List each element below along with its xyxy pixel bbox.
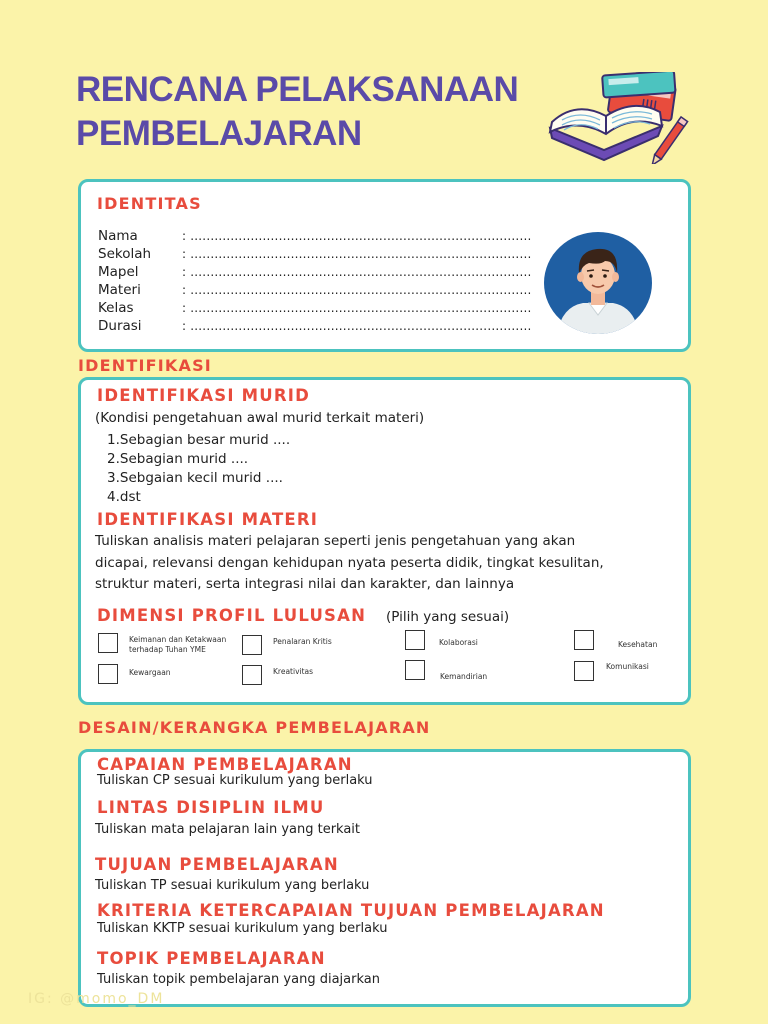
identitas-value-field[interactable]: : .....................................................................................: [182, 229, 532, 243]
lintas-disiplin-text: Tuliskan mata pelajaran lain yang terkait: [95, 822, 361, 837]
identitas-row-mapel: [98, 264, 532, 280]
list-item-text: dst: [119, 489, 141, 505]
identitas-row-durasi: [98, 318, 532, 334]
identifikasi-section-label: IDENTIFIKASI: [78, 356, 212, 375]
list-item: 1.Sebagian besar murid ....: [107, 432, 291, 448]
identitas-row-nama: [98, 228, 532, 244]
topik-heading: TOPIK PEMBELAJARAN: [97, 949, 326, 968]
checkbox-kreativitas[interactable]: [242, 665, 262, 685]
checkbox-kolaborasi[interactable]: [405, 630, 425, 650]
checkbox-label: Kreativitas: [273, 667, 314, 676]
identitas-label: Kelas: [98, 300, 134, 316]
tujuan-heading: TUJUAN PEMBELAJARAN: [95, 855, 339, 874]
list-item-text: Sebagian besar murid ....: [119, 432, 291, 448]
list-item: 4.dst: [107, 489, 141, 505]
identitas-value-field[interactable]: : .....................................................................................: [182, 301, 532, 315]
identifikasi-card: [78, 377, 691, 705]
checkbox-label: Keimanan dan Ketakwaan terhadap Tuhan YME: [129, 635, 227, 654]
identitas-heading: IDENTITAS: [97, 194, 202, 213]
books-illustration-icon: [546, 72, 692, 164]
desain-section-label: DESAIN/KERANGKA PEMBELAJARAN: [78, 718, 431, 737]
checkbox-label: Penalaran Kritis: [273, 637, 332, 646]
checkbox-kemandirian[interactable]: [405, 660, 425, 680]
kriteria-heading: KRITERIA KETERCAPAIAN TUJUAN PEMBELAJARAN: [97, 901, 605, 920]
instagram-watermark: IG: @momo_DM: [28, 991, 165, 1007]
identifikasi-materi-heading: IDENTIFIKASI MATERI: [97, 510, 319, 529]
identifikasi-materi-line: dicapai, relevansi dengan kehidupan nyata peserta didik, tingkat kesulitan,: [95, 555, 604, 571]
checkbox-kewargaan[interactable]: [98, 664, 118, 684]
identitas-label: Mapel: [98, 264, 139, 280]
title-line-1: RENCANA PELAKSANAAN: [76, 70, 519, 109]
list-item: 3.Sebgaian kecil murid ....: [107, 470, 283, 486]
identitas-card: [78, 179, 691, 352]
identitas-label: Durasi: [98, 318, 142, 334]
checkbox-kesehatan[interactable]: [574, 630, 594, 650]
identifikasi-materi-line: Tuliskan analisis materi pelajaran seperti jenis pengetahuan yang akan: [95, 533, 576, 549]
checkbox-label: Kesehatan: [618, 640, 658, 649]
capaian-text: Tuliskan CP sesuai kurikulum yang berlaku: [97, 773, 373, 788]
dimensi-profil-note: (Pilih yang sesuai): [386, 609, 510, 625]
identitas-value-field[interactable]: : .....................................................................................: [182, 247, 532, 261]
identitas-row-materi: [98, 282, 532, 298]
checkbox-komunikasi[interactable]: [574, 661, 594, 681]
identitas-value-field[interactable]: : .....................................................................................: [182, 265, 532, 279]
checkbox-label: Kemandirian: [440, 672, 488, 681]
identitas-value-field[interactable]: : .....................................................................................: [182, 283, 532, 297]
capaian-heading: CAPAIAN PEMBELAJARAN: [97, 755, 353, 774]
page-title: [76, 68, 518, 156]
topik-text: Tuliskan topik pembelajaran yang diajarkan: [97, 972, 380, 987]
identitas-label: Sekolah: [98, 246, 152, 262]
checkbox-keimanan[interactable]: [98, 633, 118, 653]
list-item-text: Sebgaian kecil murid ....: [119, 470, 283, 486]
student-avatar-icon: [543, 231, 653, 335]
identitas-value-field[interactable]: : .....................................................................................: [182, 319, 532, 333]
checkbox-label: Kolaborasi: [439, 638, 478, 647]
checkbox-penalaran-kritis[interactable]: [242, 635, 262, 655]
identitas-row-sekolah: [98, 246, 532, 262]
checkbox-label: Komunikasi: [606, 662, 649, 671]
desain-card: [78, 749, 691, 1007]
identitas-row-kelas: [98, 300, 532, 316]
tujuan-text: Tuliskan TP sesuai kurikulum yang berlaku: [95, 878, 370, 893]
identifikasi-murid-desc: (Kondisi pengetahuan awal murid terkait materi): [95, 410, 425, 426]
title-line-2: PEMBELAJARAN: [76, 114, 362, 153]
kriteria-text: Tuliskan KKTP sesuai kurikulum yang berlaku: [97, 921, 388, 936]
lintas-disiplin-heading: LINTAS DISIPLIN ILMU: [97, 798, 325, 817]
list-item-text: Sebagian murid ....: [119, 451, 249, 467]
identitas-label: Nama: [98, 228, 138, 244]
identifikasi-murid-heading: IDENTIFIKASI MURID: [97, 386, 311, 405]
identifikasi-materi-line: struktur materi, serta integrasi nilai dan karakter, dan lainnya: [95, 576, 515, 592]
identitas-label: Materi: [98, 282, 141, 298]
dimensi-profil-heading: DIMENSI PROFIL LULUSAN: [97, 606, 367, 625]
list-item: 2.Sebagian murid ....: [107, 451, 249, 467]
checkbox-label: Kewargaan: [129, 668, 171, 677]
